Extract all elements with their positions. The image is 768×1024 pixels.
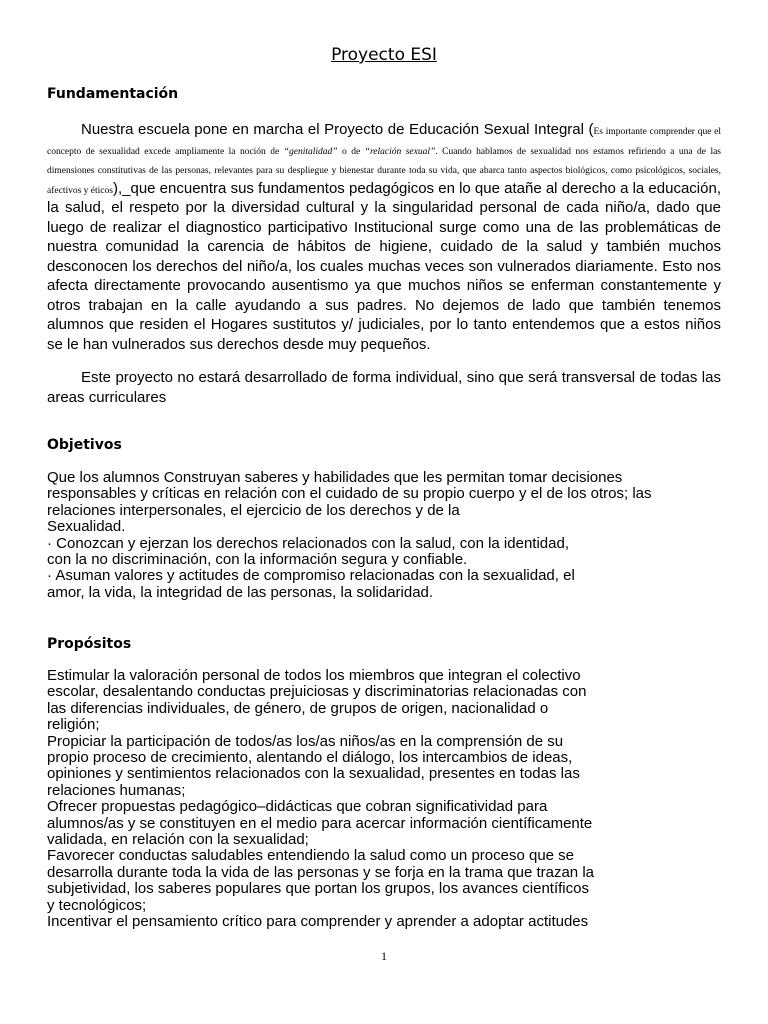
paragraph-rest: ),_que encuentra sus fundamentos pedagógicos en lo que atañe al derecho a la educación, la salud, el respeto por la diversidad cultural y la singularidad personal de cada niño/a, dado que luego de realizar el diagnostico participativo Institucional surge como una de las problemáticas de nuestra comunidad la carencia de hábitos de higiene, cuidado de la salud y también muchos desconocen los derechos del niño/a, los cuales muchas veces son vulnerados diariamente. Esto nos afecta directamente provocando ausentismo ya que muchos niños se enferman constantemente y otros trabajan en la calle ayudando a sus padres. No dejemos de lado que también tenemos alumnos que residen el Hogares sustitutos y/ judiciales, por lo tanto entendemos que a estos niños se le han vulnerados sus derechos desde muy pequeños.	[47, 179, 721, 353]
paragraph-fundamentacion-1	[47, 120, 721, 354]
propositos-line: subjetividad, los saberes populares que portan los grupos, los avances científicos	[47, 880, 589, 898]
objetivos-line: responsables y críticas en relación con el cuidado de su propio cuerpo y el de los otros; las	[47, 485, 652, 503]
propositos-line: Estimular la valoración personal de todos los miembros que integran el colectivo	[47, 667, 581, 684]
inline-note-italic-2: “relación sexual”	[364, 146, 436, 157]
paragraph-fundamentacion-2: Este proyecto no estará desarrollado de forma individual, sino que será transversal de todas las areas curriculares	[47, 369, 721, 406]
inline-note-text-a: Es importante comprender que el concepto de sexualidad excede ampliamente la noción de	[47, 127, 721, 157]
objetivos-line: Que los alumnos Construyan saberes y habilidades que les permitan tomar decisiones	[47, 469, 623, 486]
propositos-line: escolar, desalentando conductas prejuiciosas y discriminatorias relacionadas con	[47, 683, 587, 701]
objetivos-line: relaciones interpersonales, el ejercicio de los derechos y de la	[47, 501, 460, 519]
inline-note-text-c: . Cuando hablamos de sexualidad nos estamos refiriendo a una de las dimensiones constitutivas de las personas, relevantes para su despliegue y bienestar durante toda su vida, que abarca tanto aspectos biológicos, como psicológicos, sociales, afectivos y éticos	[47, 146, 721, 196]
objetivos-line: · Conozcan y ejerzan los derechos relacionados con la salud, con la identidad,	[47, 534, 569, 552]
objetivos-line: · Asuman valores y actitudes de compromiso relacionadas con la sexualidad, el	[47, 567, 575, 585]
propositos-line: y tecnológicos;	[47, 896, 147, 914]
objetivos-list	[47, 470, 737, 601]
inline-note-italic-1: “genitalidad”	[283, 146, 338, 157]
propositos-line: Incentivar el pensamiento crítico para comprender y aprender a adoptar actitudes	[47, 913, 589, 931]
propositos-line: Ofrecer propuestas pedagógico–didácticas que cobran significatividad para	[47, 798, 548, 816]
page-number: 1	[381, 949, 387, 963]
objetivos-line: Sexualidad.	[47, 518, 126, 536]
document-title: Proyecto ESI	[331, 45, 437, 65]
propositos-line: Favorecer conductas saludables entendiendo la salud como un proceso que se	[47, 847, 575, 865]
propositos-line: Propiciar la participación de todos/as los/as niños/as en la comprensión de su	[47, 732, 564, 750]
propositos-line: opiniones y sentimientos relacionados con la sexualidad, presentes en todas las	[47, 765, 580, 783]
propositos-line: desarrolla durante toda la vida de las personas y se forja en la trama que trazan la	[47, 863, 594, 881]
inline-note-text-b: o de	[337, 146, 365, 157]
objetivos-line: amor, la vida, la integridad de las personas, la solidaridad.	[47, 583, 434, 601]
propositos-line: validada, en relación con la sexualidad;	[47, 831, 309, 849]
heading-fundamentacion: Fundamentación	[47, 86, 179, 102]
propositos-line: religión;	[47, 716, 100, 734]
propositos-line: propio proceso de crecimiento, alentando el diálogo, los intercambios de ideas,	[47, 749, 573, 767]
paragraph-start: Nuestra escuela pone en marcha el Proyecto de Educación Sexual Integral (	[81, 121, 594, 138]
propositos-line: alumnos/as y se constituyen en el medio para acercar información científicamente	[47, 814, 593, 832]
heading-propositos: Propósitos	[47, 636, 132, 652]
objetivos-line: con la no discriminación, con la información segura y confiable.	[47, 551, 468, 569]
propositos-list	[47, 668, 737, 931]
propositos-line: relaciones humanas;	[47, 781, 186, 799]
heading-objetivos: Objetivos	[47, 437, 122, 453]
propositos-line: las diferencias individuales, de género, de grupos de origen, nacionalidad o	[47, 699, 549, 717]
